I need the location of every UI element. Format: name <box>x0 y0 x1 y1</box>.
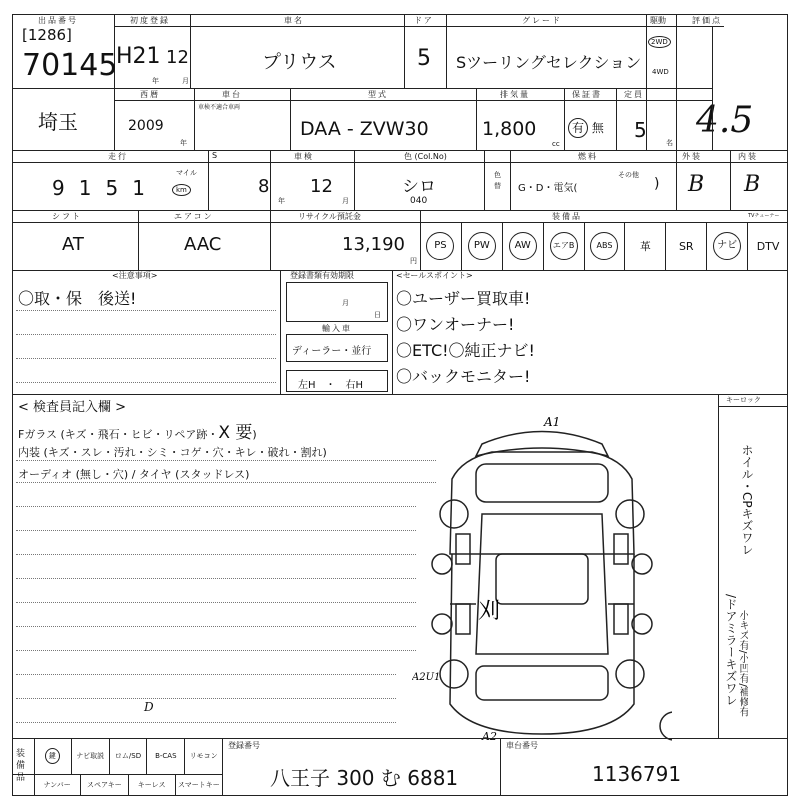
grade-value: Sツーリングセレクション <box>456 53 642 72</box>
side-note-3: 小キズ有/小凹有/補修有 <box>737 610 748 717</box>
interior-value: B <box>744 172 761 197</box>
audio-line: オーディオ (無し・穴) / タイヤ (スタッドレス) <box>18 468 250 481</box>
cc-label: 排気量 <box>500 90 530 99</box>
footer-equip-item: ロム/SD <box>109 738 147 774</box>
capacity-label: 定員 <box>624 90 644 99</box>
mileage-digits <box>52 176 159 200</box>
month-unit: 月 <box>182 77 189 85</box>
mileage-label: 走行 <box>108 152 128 161</box>
fuel-other: その他 <box>618 171 639 179</box>
grade-label: グレード <box>522 16 562 25</box>
footer-equip-item: B-CAS <box>146 738 184 774</box>
equipment-label: DTV <box>756 239 780 253</box>
svg-text:刈: 刈 <box>478 599 501 624</box>
shift-value: AT <box>62 234 84 255</box>
model-label: 車名 <box>284 16 304 25</box>
equipment-label: SR <box>678 239 694 253</box>
warranty-yes-mark: 有 <box>568 118 588 138</box>
key-label: キーロック <box>726 396 761 404</box>
sales-point: 〇ワンオーナー! <box>396 315 515 334</box>
mark-a2u1: A2U1 <box>412 672 441 683</box>
drive-label: 駆動 <box>650 16 666 25</box>
doors-value: 5 <box>417 46 431 71</box>
plate-label: 登録番号 <box>228 741 260 750</box>
year-unit: 年 <box>152 77 159 85</box>
lot-bracket: [1286] <box>22 26 72 44</box>
footer-equip-item: スマートキー <box>175 774 222 796</box>
chassis-value: 1136791 <box>592 762 682 786</box>
mileage-km-mark: km <box>172 184 191 196</box>
equipment-item <box>747 222 788 270</box>
equipment-item <box>665 222 706 270</box>
model-name: プリウス <box>262 51 337 73</box>
equipment-item <box>461 222 502 270</box>
inspection-month-unit: 月 <box>342 197 349 205</box>
equipment-item <box>502 222 543 270</box>
footer-equip-row-2 <box>34 774 222 796</box>
car-diagram <box>412 404 672 744</box>
handle-option: 左H ・ 右H <box>298 380 364 391</box>
mileage-digit: 1 <box>132 176 159 200</box>
equipment-label: PS <box>426 232 454 260</box>
inspection-year: 8 <box>258 176 270 197</box>
exterior-label: 外装 <box>682 152 702 161</box>
cc-value: 1,800 <box>482 118 537 140</box>
interior-line: 内装 (キズ・スレ・汚れ・シミ・コゲ・穴・キレ・破れ・割れ) <box>18 446 327 459</box>
handwritten-d: D <box>144 700 154 714</box>
yen-unit: 円 <box>410 257 417 265</box>
auction-sheet: 出品番号 [1286] 70145 初度登録 H21 12 年 月 車名 プリウス ドア 5 グレード Sツーリングセレクション 駆動 2WD 4WD 評価点 4.5 埼玉 西暦 2009 年 車台 車検不適合車両 型式 DAA - ZVW30 排気量 1,800 cc 保証書 有 無 定員 5 名 走行 9151 マイル km S 車検 8 年 12 月 色 (Col.No) シロ 040 色替 燃料 G・D・電気( その他 ) 外装 B 内装 B シフト AT エアコン AAC リサイクル預託金 13,190 円 装備品 TVチューナー PS PW AW エアB ABS 革 SR ナビ DTV <注意事項> 〇取・保 後送! 登録書類有効期限 月 日 輸入車 ディーラー・並行 左H ・ 右H <セールスポイント> 〇ユーザー買取車! 〇ワンオーナー! 〇ETC!〇純正ナビ! 〇バックモニター! < 検査員記入欄 > Fガラス (キズ・飛石・ヒビ・リペア跡・X 要) 内装 (キズ・スレ・汚れ・シミ・コゲ・穴・キレ・破れ・割れ) オーディオ (無し・穴) / タイヤ (スタッドレス) D キーロック ホイル・CPキズワレ /ドアミラーキズワレ 小キズ有/小凹有/補修有 A1 A2U1 A2 刈 装備品 鍵 ナビ取説 ロム/SD B-CAS リモコン ナンバー スペアキー キーレス スマートキー 登録番号 八王子 300 む 6881 車台番号 1136791 <box>12 14 788 796</box>
lot-label: 出品番号 <box>38 16 78 25</box>
western-year-label: 西暦 <box>140 90 160 99</box>
cc-unit: cc <box>552 140 560 148</box>
mileage-digit: 9 <box>52 176 79 200</box>
first-reg-label: 初度登録 <box>130 16 170 25</box>
equipment-item <box>584 222 625 270</box>
mileage-digit: 5 <box>105 176 133 200</box>
ac-label: エアコン <box>174 212 214 221</box>
tv-label: TVチューナー <box>748 213 780 219</box>
dealer-option: ディーラー・並行 <box>292 346 372 357</box>
equipment-label: AW <box>509 232 537 260</box>
equipment-label: 革 <box>639 240 651 253</box>
mark-a2: A2 <box>482 730 497 743</box>
western-year: 2009 <box>128 118 164 134</box>
shift-label: シフト <box>52 212 82 221</box>
reg-month: 月 <box>342 299 349 307</box>
mark-a1: A1 <box>544 415 561 429</box>
interior-label: 内装 <box>738 152 758 161</box>
equipment-item <box>543 222 584 270</box>
recycle-label: リサイクル預託金 <box>298 212 361 221</box>
capacity-unit: 名 <box>666 139 673 147</box>
recycle-value: 13,190 <box>342 234 405 255</box>
doors-label: ドア <box>414 16 434 25</box>
warranty-no: 無 <box>591 121 604 135</box>
legal-label: 車台 <box>222 90 242 99</box>
footer-equip-item: リモコン <box>184 738 222 774</box>
first-reg-month: 12 <box>166 47 189 68</box>
footer-left-label: 装備品 <box>16 749 26 783</box>
side-note-1: ホイル・CPキズワレ <box>740 444 754 556</box>
sales-point: 〇ユーザー買取車! <box>396 289 531 308</box>
prefecture: 埼玉 <box>38 110 78 134</box>
lot-number: 70145 <box>22 48 118 83</box>
equip-label: 装備品 <box>552 212 582 221</box>
equipment-row <box>420 222 788 270</box>
type-label: 型式 <box>368 90 388 99</box>
first-reg-era: H21 <box>116 44 161 69</box>
chassis-label: 車台番号 <box>506 741 538 750</box>
inspection-month: 12 <box>310 176 333 197</box>
footer-equip-item: キーレス <box>128 774 175 796</box>
inspection-year-unit: 年 <box>278 197 285 205</box>
footer-equip-item: 鍵 <box>34 738 71 774</box>
western-year-unit: 年 <box>180 139 187 147</box>
footer-equip-item: ナンバー <box>43 781 71 789</box>
mileage-digit: 1 <box>78 176 106 200</box>
mileage-mile-unit: マイル <box>176 169 197 177</box>
exterior-value: B <box>688 172 705 197</box>
plate-value: 八王子 300 む 6881 <box>270 766 459 790</box>
footer-equip-item: ナビ取説 <box>71 738 109 774</box>
drive-2wd-mark: 2WD <box>648 36 671 48</box>
drive-4wd: 4WD <box>652 68 669 76</box>
footer-equip-item: スペアキー <box>80 774 127 796</box>
inspection-title: < 検査員記入欄 > <box>18 400 127 415</box>
notes-label: <注意事項> <box>112 271 158 280</box>
capacity-value: 5 <box>634 118 647 142</box>
footer-equip-row-1 <box>34 738 222 774</box>
equipment-label: ナビ <box>713 232 741 260</box>
equipment-item <box>706 222 747 270</box>
reg-day: 日 <box>374 311 381 319</box>
reg-label: 登録書類有効期限 <box>290 271 354 280</box>
equipment-label: エアB <box>550 232 578 260</box>
color-change-label: 色替 <box>494 171 501 190</box>
equipment-item <box>420 222 461 270</box>
fuel-label: 燃料 <box>578 152 598 161</box>
import-label: 輸入車 <box>322 324 352 333</box>
fuel-options: G・D・電気( <box>518 183 578 194</box>
equipment-item <box>624 222 665 270</box>
side-note-2: /ドアミラーキズワレ <box>724 594 738 707</box>
fglass-mark: X 要 <box>218 423 253 443</box>
equipment-label: ABS <box>590 232 618 260</box>
fglass-line: Fガラス (キズ・飛石・ヒビ・リペア跡・X 要) <box>18 423 257 443</box>
color-value: シロ <box>402 177 436 197</box>
sales-label: <セールスポイント> <box>396 271 473 280</box>
inspection-label: 車検 <box>294 152 314 161</box>
legal-sub: 車検不適合車両 <box>198 104 241 111</box>
equipment-label: PW <box>468 232 496 260</box>
sales-point: 〇バックモニター! <box>396 367 531 386</box>
type-code: DAA - ZVW30 <box>300 118 429 140</box>
note-text: 〇取・保 後送! <box>18 289 137 308</box>
ac-value: AAC <box>184 234 222 255</box>
sales-point: 〇ETC!〇純正ナビ! <box>396 341 535 360</box>
warranty-label: 保証書 <box>572 90 602 99</box>
score-value: 4.5 <box>696 100 754 141</box>
color-label: 色 (Col.No) <box>404 152 447 161</box>
color-code: 040 <box>410 196 428 206</box>
score-label: 評価点 <box>692 16 722 25</box>
